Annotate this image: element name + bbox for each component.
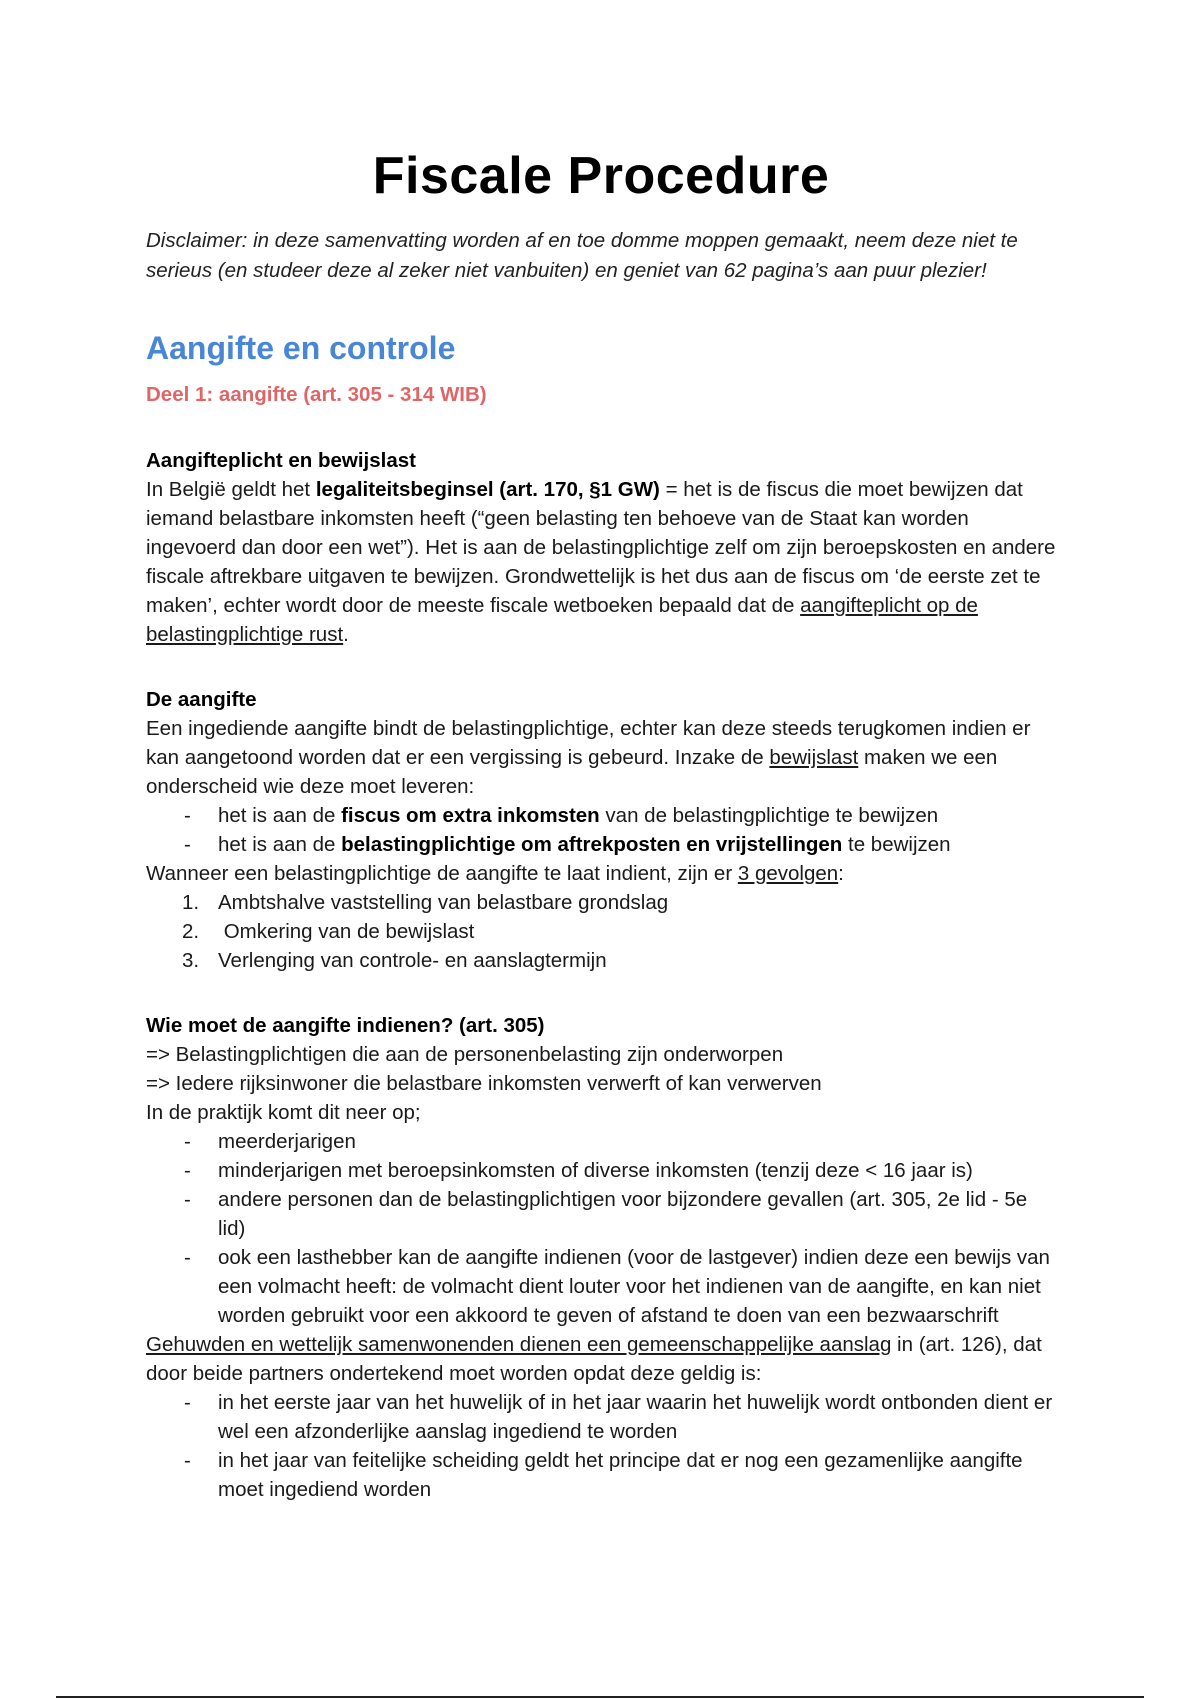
- list-item: [146, 1243, 1056, 1330]
- bold-run: fiscus om extra inkomsten: [341, 804, 600, 827]
- list-text: Omkering van de bewijslast: [218, 920, 475, 943]
- list-item: [146, 1156, 1056, 1185]
- list-text: in het jaar van feitelijke scheiding geldt het principe dat er nog een gezamenlijke aangifte moet ingediend worden: [218, 1449, 1023, 1501]
- gevolgen-list: [146, 888, 1056, 975]
- list-item: [146, 1446, 1056, 1504]
- list-text: ook een lasthebber kan de aangifte indienen (voor de lastgever) indien deze een bewijs van een volmacht heeft: de volmacht dient louter voor het indienen van de aangifte, en kan niet worden gebruikt voor een akkoord te geven of afstand te doen van een bezwaarschrift: [218, 1246, 1050, 1327]
- paragraph-aangifte-intro: [146, 714, 1056, 801]
- list-item: [146, 888, 1056, 917]
- dash-marker: -: [184, 1159, 191, 1182]
- text-run: maken we een onderscheid wie deze moet leveren:: [146, 746, 998, 798]
- list-text: minderjarigen met beroepsinkomsten of diverse inkomsten (tenzij deze < 16 jaar is): [218, 1159, 973, 1182]
- section-aangifteplicht: [146, 446, 1056, 649]
- paragraph-gevolgen: [146, 859, 1056, 888]
- paragraph-gehuwden: [146, 1330, 1056, 1388]
- subsection-heading: Deel 1: aangifte (art. 305 - 314 WIB): [146, 383, 487, 406]
- text-run: te bewijzen: [842, 833, 951, 856]
- text-run: .: [343, 623, 349, 646]
- list-text: andere personen dan de belastingplichtigen voor bijzondere gevallen (art. 305, 2e lid - 5e lid): [218, 1188, 1028, 1240]
- number-marker: 1.: [182, 891, 200, 914]
- dash-marker: -: [184, 1449, 191, 1472]
- text-run: = het is de fiscus die moet bewijzen dat iemand belastbare inkomsten heeft (“geen belasting ten behoeve van de Staat kan worden ingevoerd dan door een wet”). Het is aan de belastingplichtige zelf om zijn beroepskosten en andere fiscale aftrekbare uitgaven te bewijzen. Grondwettelijk is het dus aan de fiscus om ‘de eerste zet te maken’, echter wordt door de meeste fiscale wetboeken bepaald dat de: [146, 478, 1056, 617]
- text-run: In België geldt het: [146, 478, 316, 501]
- list-item: [146, 1388, 1056, 1446]
- number-marker: 3.: [182, 949, 200, 972]
- dash-marker: -: [184, 1246, 191, 1269]
- section-title-de-aangifte: De aangifte: [146, 688, 257, 711]
- gehuwden-list: [146, 1388, 1056, 1504]
- list-item: [146, 1127, 1056, 1156]
- list-item: [146, 917, 1056, 946]
- list-item: [146, 830, 1056, 859]
- text-run: in (art. 126), dat door beide partners ondertekend moet worden opdat deze geldig is:: [146, 1333, 1042, 1385]
- dash-marker: -: [184, 833, 191, 856]
- page-content: [146, 140, 1056, 1504]
- bewijslast-list: [146, 801, 1056, 859]
- section-title-wie-indienen: Wie moet de aangifte indienen? (art. 305): [146, 1014, 545, 1037]
- underlined-bewijslast: bewijslast: [769, 746, 859, 769]
- list-text: meerderjarigen: [218, 1130, 356, 1153]
- dash-marker: -: [184, 1130, 191, 1153]
- list-text: Ambtshalve vaststelling van belastbare grondslag: [218, 891, 669, 914]
- number-marker: 2.: [182, 920, 200, 943]
- text-run: :: [838, 862, 844, 885]
- dash-marker: -: [184, 1188, 191, 1211]
- praktijk-list: [146, 1127, 1056, 1330]
- text-run: Wanneer een belastingplichtige de aangifte te laat indient, zijn er: [146, 862, 738, 885]
- list-item: [146, 1185, 1056, 1243]
- line-rijksinwoner: => Iedere rijksinwoner die belastbare inkomsten verwerft of kan verwerven: [146, 1072, 822, 1095]
- dash-marker: -: [184, 804, 191, 827]
- list-text: in het eerste jaar van het huwelijk of in het jaar waarin het huwelijk wordt ontbonden dient er wel een afzonderlijke aanslag ingediend te worden: [218, 1391, 1053, 1443]
- underlined-gevolgen: 3 gevolgen: [737, 862, 839, 885]
- underlined-gehuwden: Gehuwden en wettelijk samenwonenden dienen een gemeenschappelijke aanslag: [146, 1333, 892, 1356]
- document-title: Fiscale Procedure: [372, 147, 830, 205]
- text-run: Een ingediende aangifte bindt de belastingplichtige, echter kan deze steeds terugkomen indien er kan aangetoond worden dat er een vergissing is gebeurd. Inzake de: [146, 717, 1031, 769]
- disclaimer: Disclaimer: in deze samenvatting worden af en toe domme moppen gemaakt, neem deze niet te serieus (en studeer deze al zeker niet vanbuiten) en geniet van 62 pagina’s aan puur plezier!: [146, 229, 1018, 282]
- dash-marker: -: [184, 1391, 191, 1414]
- underlined-aangifteplicht: aangifteplicht op de belastingplichtige rust: [146, 594, 978, 646]
- text-run: het is aan de: [218, 833, 342, 856]
- page-bottom-rule: [56, 1696, 1144, 1698]
- list-item: [146, 946, 1056, 975]
- line-praktijk: In de praktijk komt dit neer op;: [146, 1101, 421, 1124]
- paragraph-aangifteplicht: [146, 475, 1056, 649]
- section-heading: Aangifte en controle: [146, 330, 456, 366]
- list-text: Verlenging van controle- en aanslagtermijn: [218, 949, 607, 972]
- text-run: het is aan de: [218, 804, 342, 827]
- list-item: [146, 801, 1056, 830]
- line-belastingplichtigen: => Belastingplichtigen die aan de personenbelasting zijn onderworpen: [146, 1043, 784, 1066]
- section-de-aangifte: [146, 685, 1056, 975]
- text-run: van de belastingplichtige te bewijzen: [599, 804, 939, 827]
- section-wie-indienen: [146, 1011, 1056, 1504]
- section-title-aangifteplicht: Aangifteplicht en bewijslast: [146, 449, 416, 472]
- bold-run: belastingplichtige om aftrekposten en vrijstellingen: [341, 833, 843, 856]
- bold-legaliteitsbeginsel: legaliteitsbeginsel (art. 170, §1 GW): [315, 478, 660, 501]
